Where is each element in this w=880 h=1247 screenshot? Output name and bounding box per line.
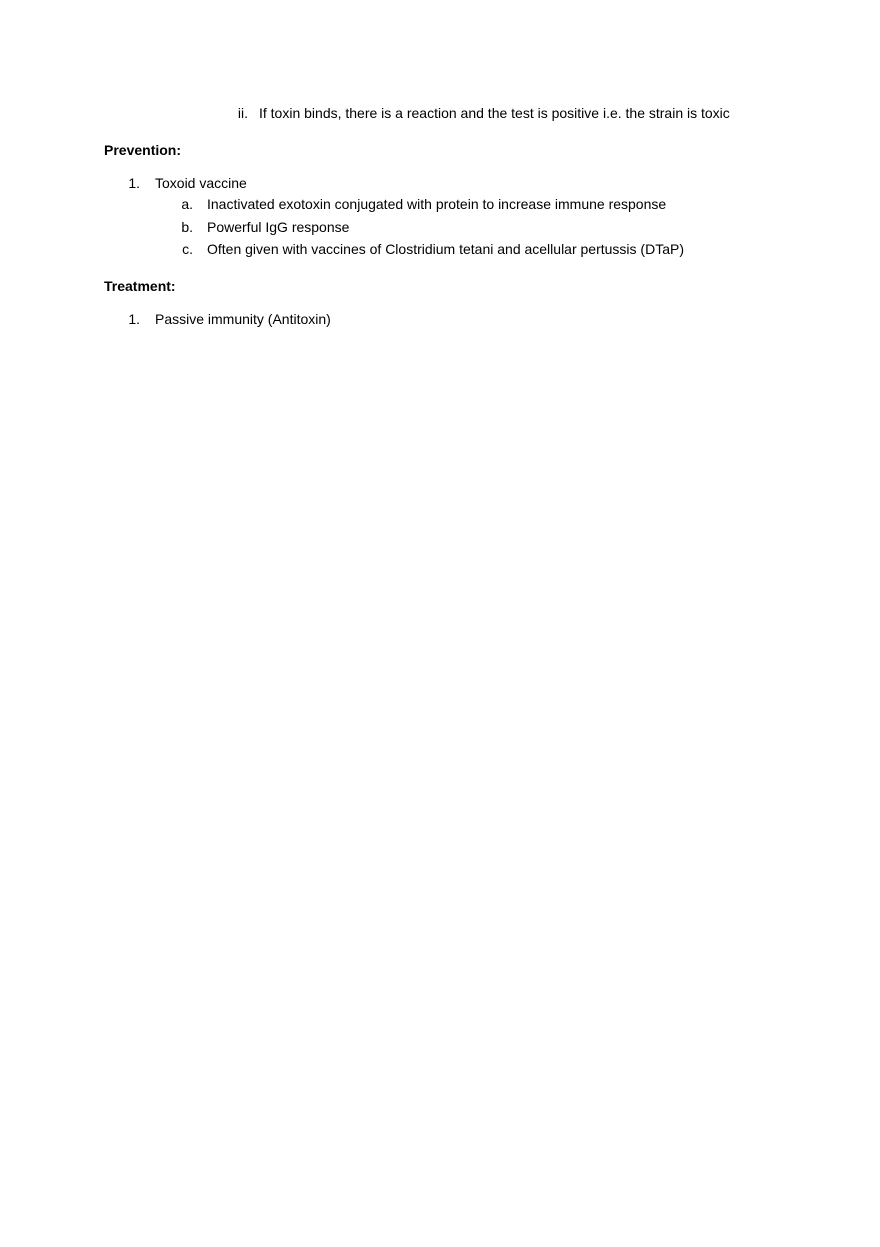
list-marker: a.: [181, 196, 193, 212]
prevention-heading: Prevention:: [104, 142, 182, 158]
list-marker: 1.: [128, 311, 140, 327]
list-marker: c.: [182, 241, 193, 257]
treatment-heading: Treatment:: [104, 278, 176, 294]
list-item-text: Toxoid vaccine: [155, 175, 247, 191]
list-item-text: Powerful IgG response: [207, 219, 350, 235]
list-item-text: Inactivated exotoxin conjugated with protein to increase immune response: [207, 196, 667, 212]
list-marker: ii.: [237, 105, 248, 121]
list-item-text: If toxin binds, there is a reaction and the test is positive i.e. the strain is toxic: [259, 105, 730, 121]
list-marker: 1.: [128, 175, 140, 191]
list-item-text: Passive immunity (Antitoxin): [155, 311, 331, 327]
list-marker: b.: [181, 219, 193, 235]
list-item-text: Often given with vaccines of Clostridium tetani and acellular pertussis (DTaP): [207, 241, 684, 257]
